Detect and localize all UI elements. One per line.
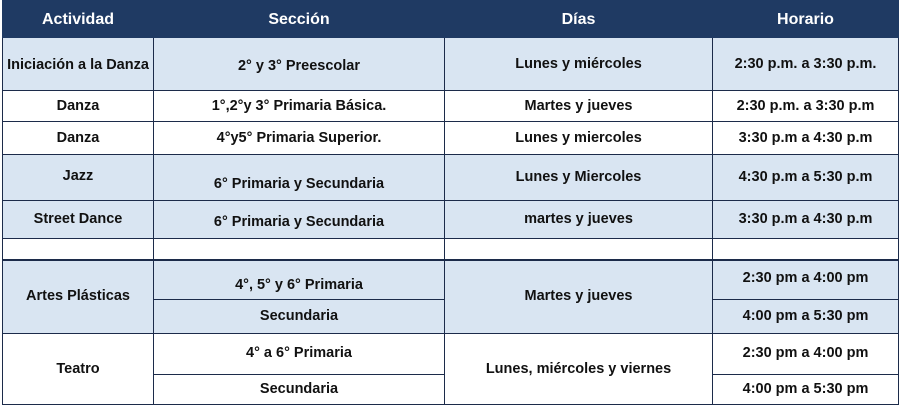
cell-horario: 2:30 pm a 4:00 pm	[713, 260, 899, 300]
cell-seccion: 6° Primaria y Secundaria	[154, 155, 445, 201]
empty-row	[3, 239, 899, 260]
header-row	[3, 1, 899, 38]
cell-seccion: Secundaria	[154, 375, 445, 405]
table-row	[3, 201, 899, 239]
cell-seccion: 6° Primaria y Secundaria	[154, 201, 445, 239]
cell-horario: 4:00 pm a 5:30 pm	[713, 375, 899, 405]
cell-seccion: 4°y5° Primaria Superior.	[154, 122, 445, 155]
table-row	[3, 155, 899, 201]
header-seccion: Sección	[154, 1, 445, 38]
cell-actividad: Street Dance	[3, 201, 154, 239]
header-horario: Horario	[713, 1, 899, 38]
cell-seccion: 2° y 3° Preescolar	[154, 38, 445, 91]
cell-dias: Lunes y miercoles	[445, 122, 713, 155]
cell-dias: Martes y jueves	[445, 260, 713, 334]
cell-horario: 2:30 pm a 4:00 pm	[713, 334, 899, 375]
cell-actividad: Jazz	[3, 155, 154, 201]
table-row	[3, 38, 899, 91]
table-row	[3, 260, 899, 300]
cell-dias: Lunes, miércoles y viernes	[445, 334, 713, 405]
table-row	[3, 122, 899, 155]
cell-actividad: Teatro	[3, 334, 154, 405]
header-actividad: Actividad	[3, 1, 154, 38]
cell-horario: 4:30 p.m a 5:30 p.m	[713, 155, 899, 201]
cell-horario: 2:30 p.m. a 3:30 p.m	[713, 91, 899, 122]
cell-seccion: 4°, 5° y 6° Primaria	[154, 260, 445, 300]
cell-dias: martes y jueves	[445, 201, 713, 239]
header-dias: Días	[445, 1, 713, 38]
cell-horario: 4:00 pm a 5:30 pm	[713, 300, 899, 334]
cell-seccion: Secundaria	[154, 300, 445, 334]
cell-actividad: Danza	[3, 122, 154, 155]
cell-seccion: 4° a 6° Primaria	[154, 334, 445, 375]
cell-seccion: 1°,2°y 3° Primaria Básica.	[154, 91, 445, 122]
cell-dias: Lunes y miércoles	[445, 38, 713, 91]
cell-horario: 2:30 p.m. a 3:30 p.m.	[713, 38, 899, 91]
table-row	[3, 334, 899, 375]
cell-actividad: Iniciación a la Danza	[3, 38, 154, 91]
cell-actividad: Danza	[3, 91, 154, 122]
cell-horario: 3:30 p.m a 4:30 p.m	[713, 201, 899, 239]
cell-dias: Martes y jueves	[445, 91, 713, 122]
cell-dias: Lunes y Miercoles	[445, 155, 713, 201]
schedule-table	[2, 0, 899, 405]
cell-actividad: Artes Plásticas	[3, 260, 154, 334]
table-row	[3, 91, 899, 122]
cell-horario: 3:30 p.m a 4:30 p.m	[713, 122, 899, 155]
